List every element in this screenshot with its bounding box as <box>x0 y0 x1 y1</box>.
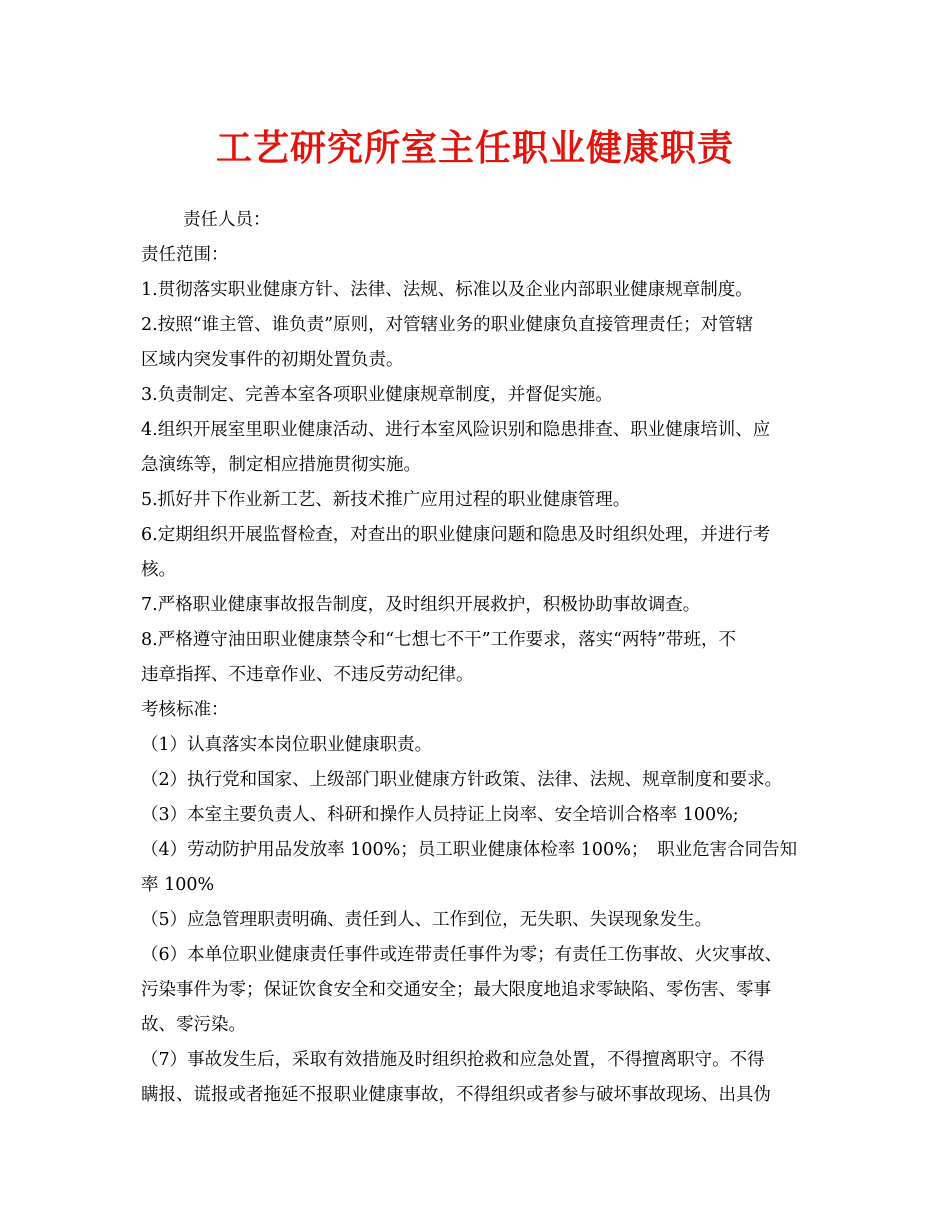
criteria-item-1: （1）认真落实本岗位职业健康职责。 <box>141 735 433 755</box>
scope-item-8-line-2: 违章指挥、不违章作业、不违反劳动纪律。 <box>141 665 474 685</box>
criteria-item-6-line-3: 故、零污染。 <box>141 1015 246 1035</box>
criteria-item-5: （5）应急管理职责明确、责任到人、工作到位，无失职、失误现象发生。 <box>141 910 713 930</box>
scope-item-3: 3.负责制定、完善本室各项职业健康规章制度，并督促实施。 <box>141 385 613 405</box>
scope-item-7: 7.严格职业健康事故报告制度，及时组织开展救护，积极协助事故调查。 <box>141 595 701 615</box>
scope-item-6-line-2: 核。 <box>141 560 176 580</box>
criteria-item-6-line-2: 污染事件为零；保证饮食安全和交通安全；最大限度地追求零缺陷、零伤害、零事 <box>141 980 771 1000</box>
scope-item-5: 5.抓好井下作业新工艺、新技术推广应用过程的职业健康管理。 <box>141 490 631 510</box>
responsible-person-label: 责任人员： <box>183 210 271 230</box>
criteria-item-7-line-2: 瞒报、谎报或者拖延不报职业健康事故，不得组织或者参与破坏事故现场、出具伪 <box>141 1085 771 1105</box>
criteria-item-3: （3）本室主要负责人、科研和操作人员持证上岗率、安全培训合格率 100%; <box>141 805 739 825</box>
criteria-item-4-line-1: （4）劳动防护用品发放率 100%；员工职业健康体检率 100%； 职业危害合同告知 <box>141 840 798 860</box>
scope-item-8-line-1: 8.严格遵守油田职业健康禁令和“七想七不干”工作要求，落实“两特”带班，不 <box>141 630 736 650</box>
scope-item-2-line-1: 2.按照“谁主管、谁负责”原则，对管辖业务的职业健康负直接管理责任；对管辖 <box>141 315 754 335</box>
scope-item-4-line-2: 急演练等，制定相应措施贯彻实施。 <box>141 455 421 475</box>
criteria-item-2: （2）执行党和国家、上级部门职业健康方针政策、法律、法规、规章制度和要求。 <box>141 770 783 790</box>
criteria-item-7-line-1: （7）事故发生后，采取有效措施及时组织抢救和应急处置，不得擅离职守。不得 <box>141 1050 765 1070</box>
scope-item-1: 1.贯彻落实职业健康方针、法律、法规、标准以及企业内部职业健康规章制度。 <box>141 280 753 300</box>
criteria-item-6-line-1: （6）本单位职业健康责任事件或连带责任事件为零；有责任工伤事故、火灾事故、 <box>141 945 783 965</box>
scope-item-6-line-1: 6.定期组织开展监督检查，对查出的职业健康问题和隐患及时组织处理，并进行考 <box>141 525 771 545</box>
responsibility-scope-heading: 责任范围： <box>141 245 229 265</box>
scope-item-4-line-1: 4.组织开展室里职业健康活动、进行本室风险识别和隐患排查、职业健康培训、应 <box>141 420 771 440</box>
document-body <box>141 203 821 1113</box>
document-title: 工艺研究所室主任职业健康职责 <box>215 128 734 169</box>
criteria-item-4-line-2: 率 100% <box>141 875 215 895</box>
assessment-criteria-heading: 考核标准： <box>141 700 229 720</box>
scope-item-2-line-2: 区域内突发事件的初期处置负责。 <box>141 350 404 370</box>
